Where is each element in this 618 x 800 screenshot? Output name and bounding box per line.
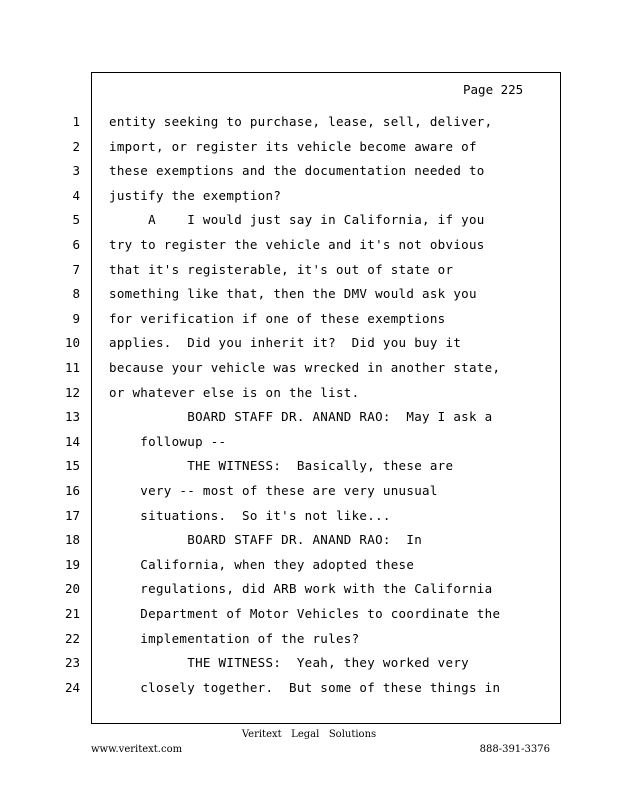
transcript-line: because your vehicle was wrecked in another state, [109, 360, 501, 375]
line-number: 1 [72, 114, 80, 129]
transcript-line: followup -- [109, 433, 227, 449]
transcript-line: import, or register its vehicle become aware of [109, 138, 477, 154]
line-number: 13 [64, 409, 80, 425]
page-number-label: Page 225 [463, 82, 524, 97]
line-number: 8 [72, 286, 80, 302]
line-number: 3 [72, 163, 80, 179]
footer-website: www.veritext.com [91, 744, 183, 755]
transcript-line: BOARD STAFF DR. ANAND RAO: In [109, 532, 423, 548]
transcript-line: situations. So it's not like... [109, 507, 391, 523]
line-number: 16 [64, 483, 80, 498]
transcript-line: A I would just say in California, if you [109, 212, 485, 228]
line-number: 14 [64, 433, 80, 449]
line-number: 19 [64, 556, 80, 572]
line-number: 5 [72, 212, 80, 228]
line-number: 4 [72, 187, 80, 203]
line-number: 10 [64, 335, 80, 351]
footer-phone: 888-391-3376 [479, 744, 550, 755]
transcript-line: entity seeking to purchase, lease, sell, deliver, [109, 114, 493, 129]
transcript-line: implementation of the rules? [109, 630, 360, 646]
line-number: 2 [72, 138, 80, 154]
transcript-line: these exemptions and the documentation needed to [109, 163, 485, 179]
line-number: 11 [64, 360, 80, 375]
line-number: 6 [72, 237, 80, 252]
transcript-line: Department of Motor Vehicles to coordinate the [109, 606, 501, 621]
line-number: 17 [64, 507, 80, 523]
transcript-line: or whatever else is on the list. [109, 384, 360, 400]
line-number: 22 [64, 630, 80, 646]
line-number: 24 [64, 679, 80, 695]
line-number: 9 [72, 310, 80, 326]
transcript-line: something like that, then the DMV would ask you [109, 286, 477, 302]
line-number: 7 [72, 261, 80, 277]
footer-company: Veritext Legal Solutions [241, 729, 377, 740]
transcript-line: THE WITNESS: Yeah, they worked very [109, 655, 469, 671]
transcript-line: California, when they adopted these [109, 556, 415, 572]
line-number: 15 [64, 458, 80, 474]
line-number: 12 [64, 384, 80, 400]
line-number: 23 [64, 655, 80, 671]
transcript-line: try to register the vehicle and it's not obvious [109, 237, 485, 252]
transcript-line: closely together. But some of these things in [109, 679, 501, 695]
transcript-line: BOARD STAFF DR. ANAND RAO: May I ask a [109, 409, 493, 425]
line-number: 18 [64, 532, 80, 548]
line-number: 21 [64, 606, 80, 621]
transcript-line: justify the exemption? [109, 187, 282, 203]
line-number: 20 [64, 581, 80, 597]
transcript-line: applies. Did you inherit it? Did you buy it [109, 335, 462, 351]
transcript-line: that it's registerable, it's out of state or [109, 261, 454, 277]
transcript-line: very -- most of these are very unusual [109, 483, 438, 498]
transcript-line: for verification if one of these exemptions [109, 310, 446, 326]
transcript-line: THE WITNESS: Basically, these are [109, 458, 454, 474]
transcript-line: regulations, did ARB work with the California [109, 581, 493, 597]
